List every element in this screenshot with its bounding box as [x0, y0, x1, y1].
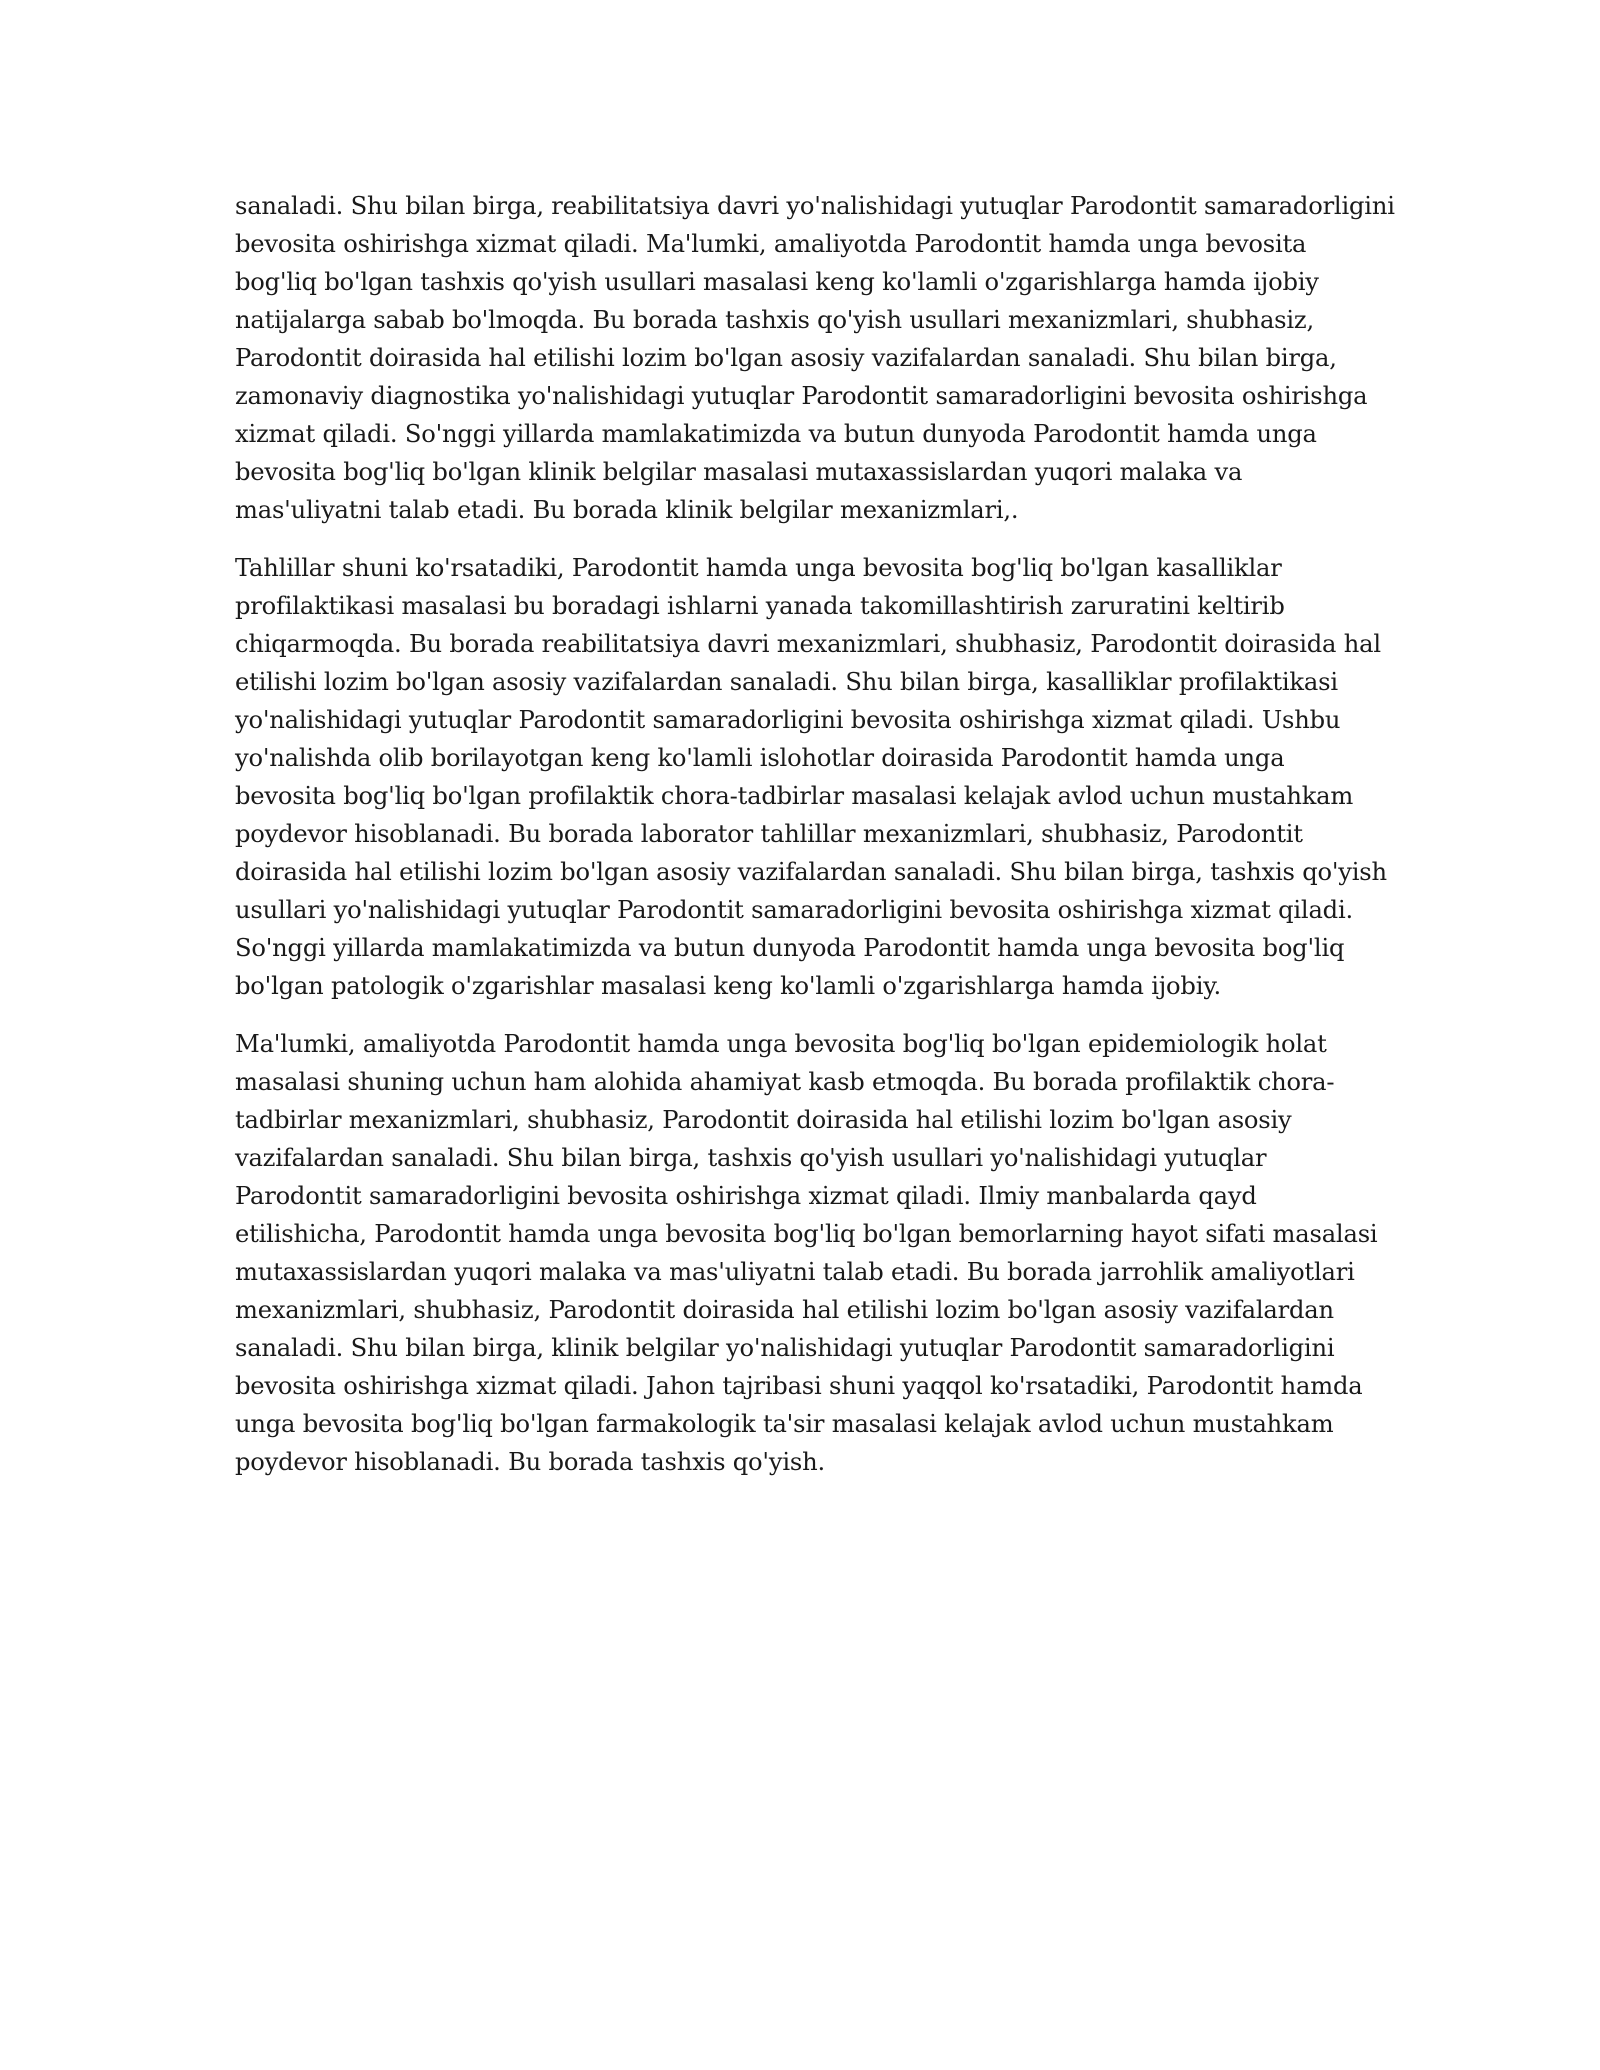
- text-line: Ma'lumki, amaliyotda Parodontit hamda unga bevosita bog'liq bo'lgan epidemiologik holat: [235, 1030, 1327, 1058]
- text-line: sanaladi. Shu bilan birga, klinik belgilar yo'nalishidagi yutuqlar Parodontit samaradorligini: [235, 1334, 1335, 1362]
- text-line: mexanizmlari, shubhasiz, Parodontit doirasida hal etilishi lozim bo'lgan asosiy vazifalardan: [235, 1296, 1334, 1324]
- text-line: sanaladi. Shu bilan birga, reabilitatsiya davri yo'nalishidagi yutuqlar Parodontit samaradorligini: [235, 192, 1395, 220]
- text-line: Tahlillar shuni ko'rsatadiki, Parodontit hamda unga bevosita bog'liq bo'lgan kasalliklar: [235, 554, 1282, 582]
- text-line: bevosita oshirishga xizmat qiladi. Jahon tajribasi shuni yaqqol ko'rsatadiki, Parodontit hamda: [235, 1372, 1363, 1400]
- text-line: mas'uliyatni talab etadi. Bu borada klinik belgilar mexanizmlari,.: [235, 496, 1019, 524]
- text-line: yo'nalishda olib borilayotgan keng ko'lamli islohotlar doirasida Parodontit hamda unga: [235, 744, 1285, 772]
- text-line: tadbirlar mexanizmlari, shubhasiz, Parodontit doirasida hal etilishi lozim bo'lgan asosiy: [235, 1106, 1292, 1134]
- text-line: masalasi shuning uchun ham alohida ahamiyat kasb etmoqda. Bu borada profilaktik chora-: [235, 1068, 1335, 1096]
- text-line: bevosita bog'liq bo'lgan profilaktik chora-tadbirlar masalasi kelajak avlod uchun mustahkam: [235, 782, 1354, 810]
- text-line: xizmat qiladi. So'nggi yillarda mamlakatimizda va butun dunyoda Parodontit hamda unga: [235, 420, 1317, 448]
- paragraph-3: [235, 1025, 1378, 1481]
- text-line: bevosita bog'liq bo'lgan klinik belgilar masalasi mutaxassislardan yuqori malaka va: [235, 458, 1243, 486]
- text-line: bevosita oshirishga xizmat qiladi. Ma'lumki, amaliyotda Parodontit hamda unga bevosita: [235, 230, 1307, 258]
- text-line: poydevor hisoblanadi. Bu borada laborator tahlillar mexanizmlari, shubhasiz, Parodontit: [235, 820, 1303, 848]
- text-line: usullari yo'nalishidagi yutuqlar Parodontit samaradorligini bevosita oshirishga xizmat qiladi.: [235, 896, 1353, 924]
- paragraph-1: [235, 187, 1395, 529]
- paragraph-2: [235, 549, 1387, 1005]
- text-line: chiqarmoqda. Bu borada reabilitatsiya davri mexanizmlari, shubhasiz, Parodontit doirasida hal: [235, 630, 1381, 658]
- text-line: Parodontit samaradorligini bevosita oshirishga xizmat qiladi. Ilmiy manbalarda qayd: [235, 1182, 1257, 1210]
- text-line: profilaktikasi masalasi bu boradagi ishlarni yanada takomillashtirish zaruratini keltirib: [235, 592, 1285, 620]
- text-line: vazifalardan sanaladi. Shu bilan birga, tashxis qo'yish usullari yo'nalishidagi yutuqlar: [235, 1144, 1267, 1172]
- text-line: yo'nalishidagi yutuqlar Parodontit samaradorligini bevosita oshirishga xizmat qiladi. Ushbu: [235, 706, 1341, 734]
- text-line: etilishi lozim bo'lgan asosiy vazifalardan sanaladi. Shu bilan birga, kasalliklar profilaktikasi: [235, 668, 1338, 696]
- text-line: unga bevosita bog'liq bo'lgan farmakologik ta'sir masalasi kelajak avlod uchun mustahkam: [235, 1410, 1334, 1438]
- text-line: bo'lgan patologik o'zgarishlar masalasi keng ko'lamli o'zgarishlarga hamda ijobiy.: [235, 972, 1221, 1000]
- text-line: mutaxassislardan yuqori malaka va mas'uliyatni talab etadi. Bu borada jarrohlik amaliyotlari: [235, 1258, 1355, 1286]
- text-line: Parodontit doirasida hal etilishi lozim bo'lgan asosiy vazifalardan sanaladi. Shu bilan birga,: [235, 344, 1337, 372]
- text-line: zamonaviy diagnostika yo'nalishidagi yutuqlar Parodontit samaradorligini bevosita oshirishga: [235, 382, 1368, 410]
- text-line: doirasida hal etilishi lozim bo'lgan asosiy vazifalardan sanaladi. Shu bilan birga, tashxis qo'yish: [235, 858, 1387, 886]
- text-line: poydevor hisoblanadi. Bu borada tashxis qo'yish.: [235, 1448, 825, 1476]
- text-line: etilishicha, Parodontit hamda unga bevosita bog'liq bo'lgan bemorlarning hayot sifati masalasi: [235, 1220, 1378, 1248]
- text-line: natijalarga sabab bo'lmoqda. Bu borada tashxis qo'yish usullari mexanizmlari, shubhasiz,: [235, 306, 1314, 334]
- text-line: bog'liq bo'lgan tashxis qo'yish usullari masalasi keng ko'lamli o'zgarishlarga hamda ijobiy: [235, 268, 1319, 296]
- text-line: So'nggi yillarda mamlakatimizda va butun dunyoda Parodontit hamda unga bevosita bog'liq: [235, 934, 1345, 962]
- document-body: [235, 187, 1395, 1501]
